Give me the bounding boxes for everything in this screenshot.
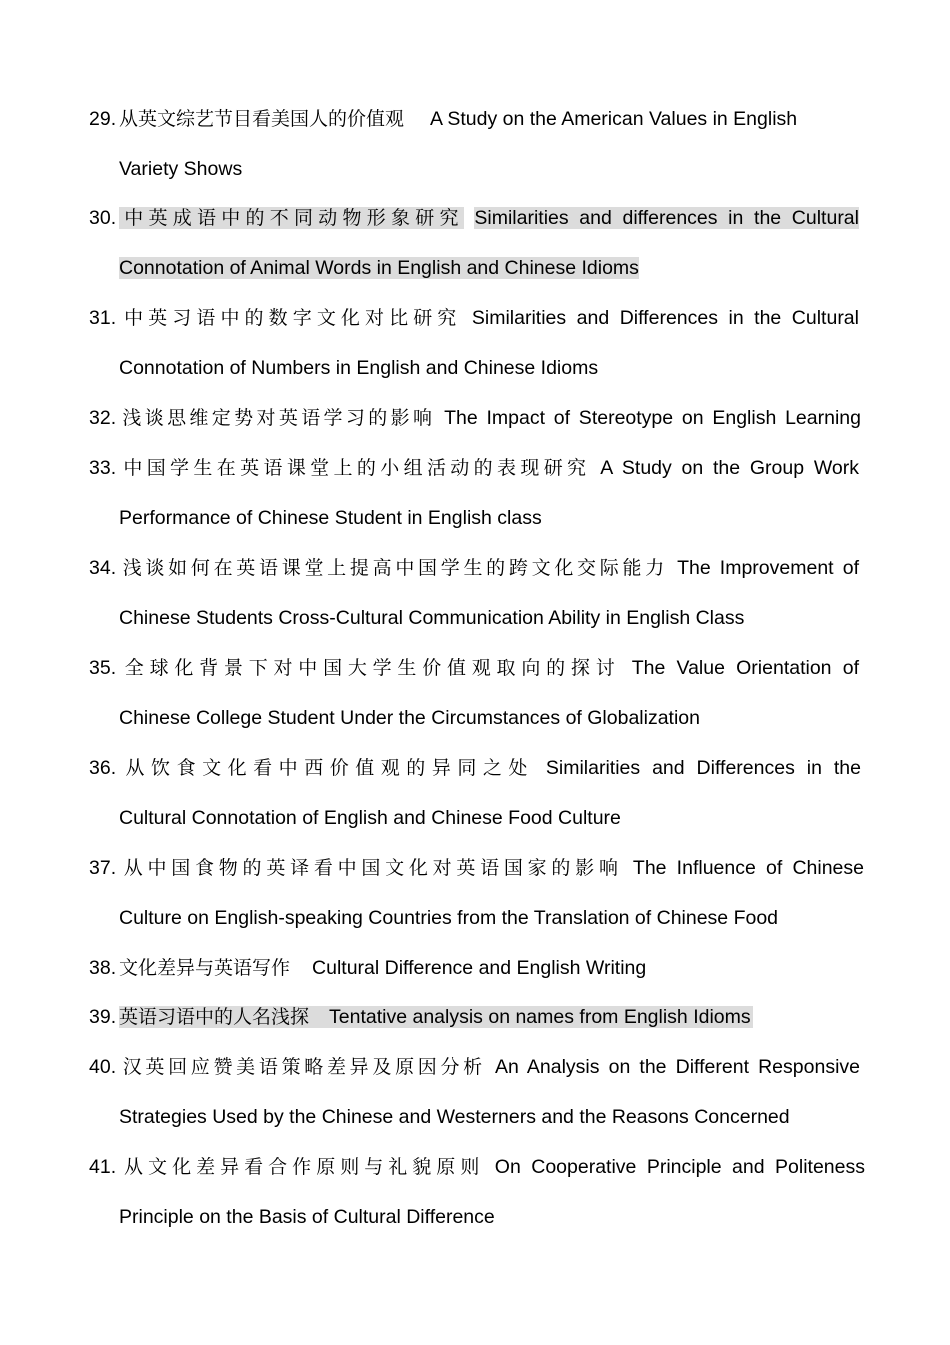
chinese-title: 文化差异与英语写作	[119, 957, 291, 979]
english-title: The Influence of Chinese	[632, 857, 864, 879]
chinese-title: 汉英回应赞美语策略差异及原因分析	[119, 1056, 486, 1078]
list-item	[89, 843, 865, 943]
english-title-continued: Cultural Connotation of English and Chinese Food Culture	[119, 807, 621, 829]
english-title: The Improvement of	[677, 557, 859, 579]
english-title: A Study on the Group Work	[600, 457, 859, 479]
english-title-continued: Strategies Used by the Chinese and Westerners and the Reasons Concerned	[119, 1106, 790, 1128]
english-title: Similarities and Differences in the	[545, 757, 861, 779]
item-number: 32.	[89, 407, 117, 429]
chinese-title: 从中国食物的英译看中国文化对英语国家的影响	[119, 857, 623, 879]
list-item	[89, 393, 865, 443]
english-title: Similarities and differences in the Cultural	[474, 207, 859, 229]
chinese-title: 从饮食文化看中西价值观的异同之处	[119, 757, 534, 779]
english-title-continued: Connotation of Numbers in English and Chinese Idioms	[119, 357, 599, 379]
chinese-title: 从文化差异看合作原则与礼貌原则	[119, 1156, 485, 1178]
list-item	[89, 992, 865, 1042]
item-number: 38.	[89, 957, 117, 979]
english-title-continued: Culture on English-speaking Countries from the Translation of Chinese Food	[119, 907, 779, 929]
chinese-title: 从英文综艺节目看美国人的价值观	[119, 108, 405, 130]
english-title: Cultural Difference and English Writing	[312, 957, 647, 979]
english-title-continued: Chinese College Student Under the Circumstances of Globalization	[119, 707, 700, 729]
chinese-title: 英语习语中的人名浅探	[119, 1006, 310, 1028]
english-title: Tentative analysis on names from English Idioms	[329, 1006, 751, 1028]
chinese-title: 中英习语中的数字文化对比研究	[119, 307, 462, 329]
item-number: 31.	[89, 307, 117, 329]
item-number: 39.	[89, 1006, 117, 1028]
item-number: 29.	[89, 108, 117, 130]
item-number: 41.	[89, 1156, 117, 1178]
item-number: 30.	[89, 207, 117, 229]
english-title: On Cooperative Principle and Politeness	[494, 1156, 865, 1178]
list-item	[89, 94, 865, 194]
list-item	[89, 543, 865, 643]
english-title: A Study on the American Values in English	[430, 108, 798, 130]
list-item	[89, 643, 865, 743]
english-title-continued: Variety Shows	[119, 158, 243, 180]
english-title: An Analysis on the Different Responsive	[495, 1056, 860, 1078]
list-item	[89, 943, 865, 993]
list-item	[89, 443, 865, 543]
chinese-title: 浅谈思维定势对英语学习的影响	[119, 407, 436, 429]
english-title-continued: Chinese Students Cross-Cultural Communication Ability in English Class	[119, 607, 745, 629]
english-title: The Value Orientation of	[631, 657, 859, 679]
english-title: The Impact of Stereotype on English Learning	[444, 407, 861, 429]
chinese-title: 全球化背景下对中国大学生价值观取向的探讨	[119, 657, 621, 679]
item-number: 34.	[89, 557, 117, 579]
item-number: 33.	[89, 457, 117, 479]
english-title-continued: Principle on the Basis of Cultural Difference	[119, 1206, 495, 1228]
chinese-title: 中国学生在英语课堂上的小组活动的表现研究	[119, 457, 591, 479]
list-item	[89, 193, 865, 293]
list-item	[89, 1042, 865, 1142]
item-number: 36.	[89, 757, 117, 779]
list-item	[89, 1142, 865, 1242]
english-title-continued: Performance of Chinese Student in English class	[119, 507, 542, 529]
list-item	[89, 743, 865, 843]
item-number: 35.	[89, 657, 117, 679]
english-title-continued: Connotation of Animal Words in English and Chinese Idioms	[119, 257, 639, 279]
item-number: 37.	[89, 857, 117, 879]
item-number: 40.	[89, 1056, 117, 1078]
chinese-title: 浅谈如何在英语课堂上提高中国学生的跨文化交际能力	[119, 557, 668, 579]
english-title: Similarities and Differences in the Cultural	[471, 307, 859, 329]
chinese-title: 中英成语中的不同动物形象研究	[119, 207, 464, 229]
list-item	[89, 293, 865, 393]
